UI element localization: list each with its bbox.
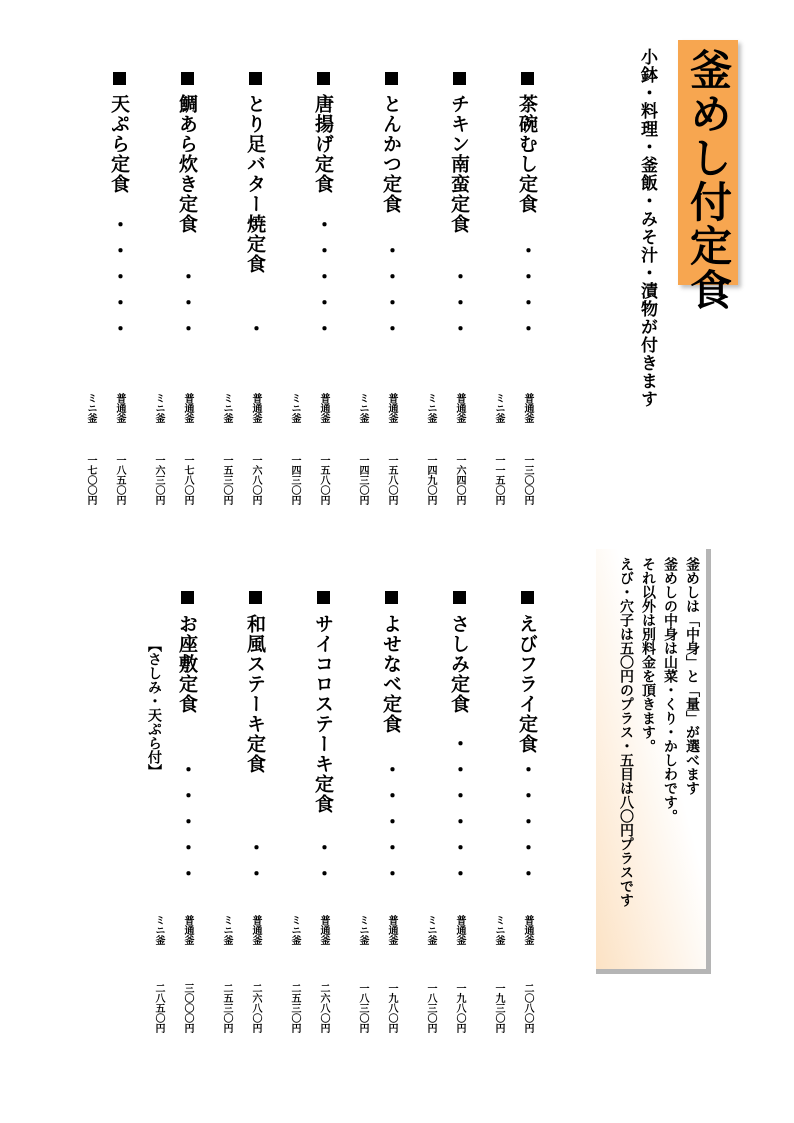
menu-item-name: さしみ定食 — [448, 614, 470, 714]
price-mini: 一四九〇円 — [425, 455, 436, 505]
menu-item-name: えびフライ定食 — [516, 614, 538, 754]
bullet-mark — [521, 591, 534, 604]
menu-item-leader: ・・・・・ — [176, 760, 198, 890]
price-mini: 一一五〇円 — [493, 455, 504, 505]
menu-item-leader: ・・ — [244, 838, 266, 890]
note-line-2: 釜めしの中身は山菜・くり・かしわです。 — [662, 557, 678, 823]
size-label-regular: 普通釜 — [250, 393, 261, 423]
size-label-regular: 普通釜 — [454, 915, 465, 945]
size-label-mini: ミニ釜 — [425, 915, 436, 945]
bullet-mark — [521, 72, 534, 85]
bullet-mark — [249, 72, 262, 85]
size-label-regular: 普通釜 — [522, 915, 533, 945]
price-regular: 一九八〇円 — [454, 983, 465, 1033]
price-mini: 二五三〇円 — [289, 983, 300, 1033]
price-mini: 二八五〇円 — [153, 983, 164, 1033]
bullet-mark — [181, 591, 194, 604]
price-mini: 一四三〇円 — [289, 455, 300, 505]
price-regular: 一三〇〇円 — [522, 455, 533, 505]
price-regular: 二六八〇円 — [318, 983, 329, 1033]
size-label-regular: 普通釜 — [114, 393, 125, 423]
page-title: 釜めし付定食 — [684, 48, 733, 312]
subtitle: 小鉢・料理・釜飯・みそ汁・漬物が付きます — [637, 48, 657, 408]
menu-item-leader: ・・・・・ — [312, 215, 334, 345]
price-mini: 一六三〇円 — [153, 455, 164, 505]
size-label-mini: ミニ釜 — [493, 915, 504, 945]
price-regular: 一六四〇円 — [454, 455, 465, 505]
price-mini: 一五三〇円 — [221, 455, 232, 505]
menu-item-leader: ・ — [244, 319, 266, 345]
note-line-3: それ以外は別料金を頂きます。 — [640, 557, 656, 753]
price-regular: 一八五〇円 — [114, 455, 125, 505]
bullet-mark — [317, 72, 330, 85]
menu-item-name: とり足バター焼定食 — [244, 94, 266, 274]
price-regular: 一六八〇円 — [250, 455, 261, 505]
bullet-mark — [249, 591, 262, 604]
price-mini: 一八三〇円 — [425, 983, 436, 1033]
size-label-mini: ミニ釜 — [289, 915, 300, 945]
note-line-4: えび・穴子は五〇円のプラス・五目は八〇円プラスです — [618, 557, 634, 907]
menu-item-name: 茶碗むし定食 — [516, 94, 538, 214]
size-label-regular: 普通釜 — [386, 915, 397, 945]
price-regular: 三〇〇〇円 — [182, 983, 193, 1033]
note-box — [596, 549, 711, 974]
menu-item-name: 鯛あら炊き定食 — [176, 94, 198, 234]
menu-item-name: お座敷定食 — [176, 614, 198, 714]
menu-item-leader: ・・・・ — [380, 241, 402, 345]
price-mini: 一八三〇円 — [357, 983, 368, 1033]
size-label-mini: ミニ釜 — [357, 915, 368, 945]
bullet-mark — [113, 72, 126, 85]
price-regular: 一五八〇円 — [386, 455, 397, 505]
menu-item-leader: ・・・・・・ — [448, 734, 470, 890]
price-regular: 一七八〇円 — [182, 455, 193, 505]
price-mini: 二五三〇円 — [221, 983, 232, 1033]
bullet-mark — [453, 591, 466, 604]
size-label-mini: ミニ釜 — [153, 915, 164, 945]
size-label-mini: ミニ釜 — [153, 393, 164, 423]
size-label-mini: ミニ釜 — [221, 393, 232, 423]
menu-item-leader: ・・ — [312, 838, 334, 890]
menu-item-name: 和風ステーキ定食 — [244, 614, 266, 774]
price-mini: 一九三〇円 — [493, 983, 504, 1033]
title-box — [678, 40, 738, 312]
size-label-mini: ミニ釜 — [221, 915, 232, 945]
price-mini: 一四三〇円 — [357, 455, 368, 505]
price-regular: 一五八〇円 — [318, 455, 329, 505]
menu-item-name: 唐揚げ定食 — [312, 94, 334, 194]
bullet-mark — [317, 591, 330, 604]
menu-item-name: とんかつ定食 — [380, 94, 402, 214]
size-label-regular: 普通釜 — [386, 393, 397, 423]
size-label-mini: ミニ釜 — [289, 393, 300, 423]
note-line-1: 釜めしは「中身」と「量」が選べます — [684, 557, 700, 795]
menu-item-name: 天ぷら定食 — [108, 94, 130, 194]
menu-item-leader: ・・・・・ — [108, 215, 130, 345]
size-label-mini: ミニ釜 — [85, 393, 96, 423]
menu-item-leader: ・・・・・ — [380, 760, 402, 890]
menu-item-note: 【さしみ・天ぷら付】 — [146, 638, 162, 778]
size-label-regular: 普通釜 — [182, 915, 193, 945]
menu-item-leader: ・・・・・ — [516, 760, 538, 890]
menu-item-leader: ・・・ — [176, 267, 198, 345]
price-regular: 二〇八〇円 — [522, 983, 533, 1033]
size-label-regular: 普通釜 — [318, 915, 329, 945]
size-label-regular: 普通釜 — [318, 393, 329, 423]
size-label-regular: 普通釜 — [454, 393, 465, 423]
size-label-mini: ミニ釜 — [357, 393, 368, 423]
size-label-regular: 普通釜 — [250, 915, 261, 945]
menu-item-name: よせなべ定食 — [380, 614, 402, 734]
menu-item-leader: ・・・・ — [516, 241, 538, 345]
size-label-regular: 普通釜 — [522, 393, 533, 423]
bullet-mark — [453, 72, 466, 85]
size-label-mini: ミニ釜 — [425, 393, 436, 423]
size-label-mini: ミニ釜 — [493, 393, 504, 423]
price-regular: 二六八〇円 — [250, 983, 261, 1033]
bullet-mark — [385, 72, 398, 85]
price-regular: 一九八〇円 — [386, 983, 397, 1033]
size-label-regular: 普通釜 — [182, 393, 193, 423]
menu-item-name: チキン南蛮定食 — [448, 94, 470, 234]
price-mini: 一七〇〇円 — [85, 455, 96, 505]
bullet-mark — [385, 591, 398, 604]
bullet-mark — [181, 72, 194, 85]
menu-item-leader: ・・・ — [448, 267, 470, 345]
menu-item-name: サイコロステーキ定食 — [312, 614, 334, 814]
